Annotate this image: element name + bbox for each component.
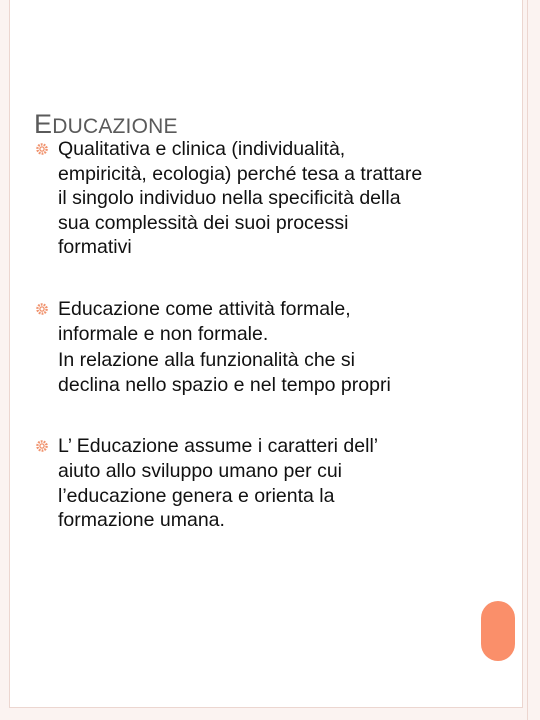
right-border-line [527,0,528,720]
title-initial: E [34,109,53,139]
bullet-line: In relazione alla funzionalità che si [58,349,356,372]
bullet-line: informale e non formale. [58,322,269,345]
bullet-line: declina nello spazio e nel tempo propri [58,373,391,396]
decorative-pill [481,601,515,661]
bullet-item [36,297,506,397]
gear-bullet-icon [36,143,48,155]
bullet-line: il singolo individuo nella specificità della [58,187,401,210]
bullet-line: empiricità, ecologia) perché tesa a trattare [58,162,423,185]
bullet-line: aiuto allo sviluppo umano per cui [58,459,343,482]
bullet-item [36,434,506,532]
bullet-list [36,137,506,533]
gear-bullet-icon [36,440,48,452]
bullet-line: formativi [58,236,132,259]
bullet-line: formazione umana. [58,509,225,532]
bullet-line: sua complessità dei suoi processi [58,211,349,234]
gear-bullet-icon [36,303,48,315]
bullet-line: Educazione come attività formale, [58,297,351,320]
bullet-item [36,137,506,260]
bullet-line: L’ Educazione assume i caratteri dell’ [58,435,379,458]
slide-title [34,111,178,140]
title-rest: DUCAZIONE [52,115,178,138]
bullet-line: l’educazione genera e orienta la [58,484,335,507]
bullet-line: Qualitativa e clinica (individualità, [58,138,346,160]
